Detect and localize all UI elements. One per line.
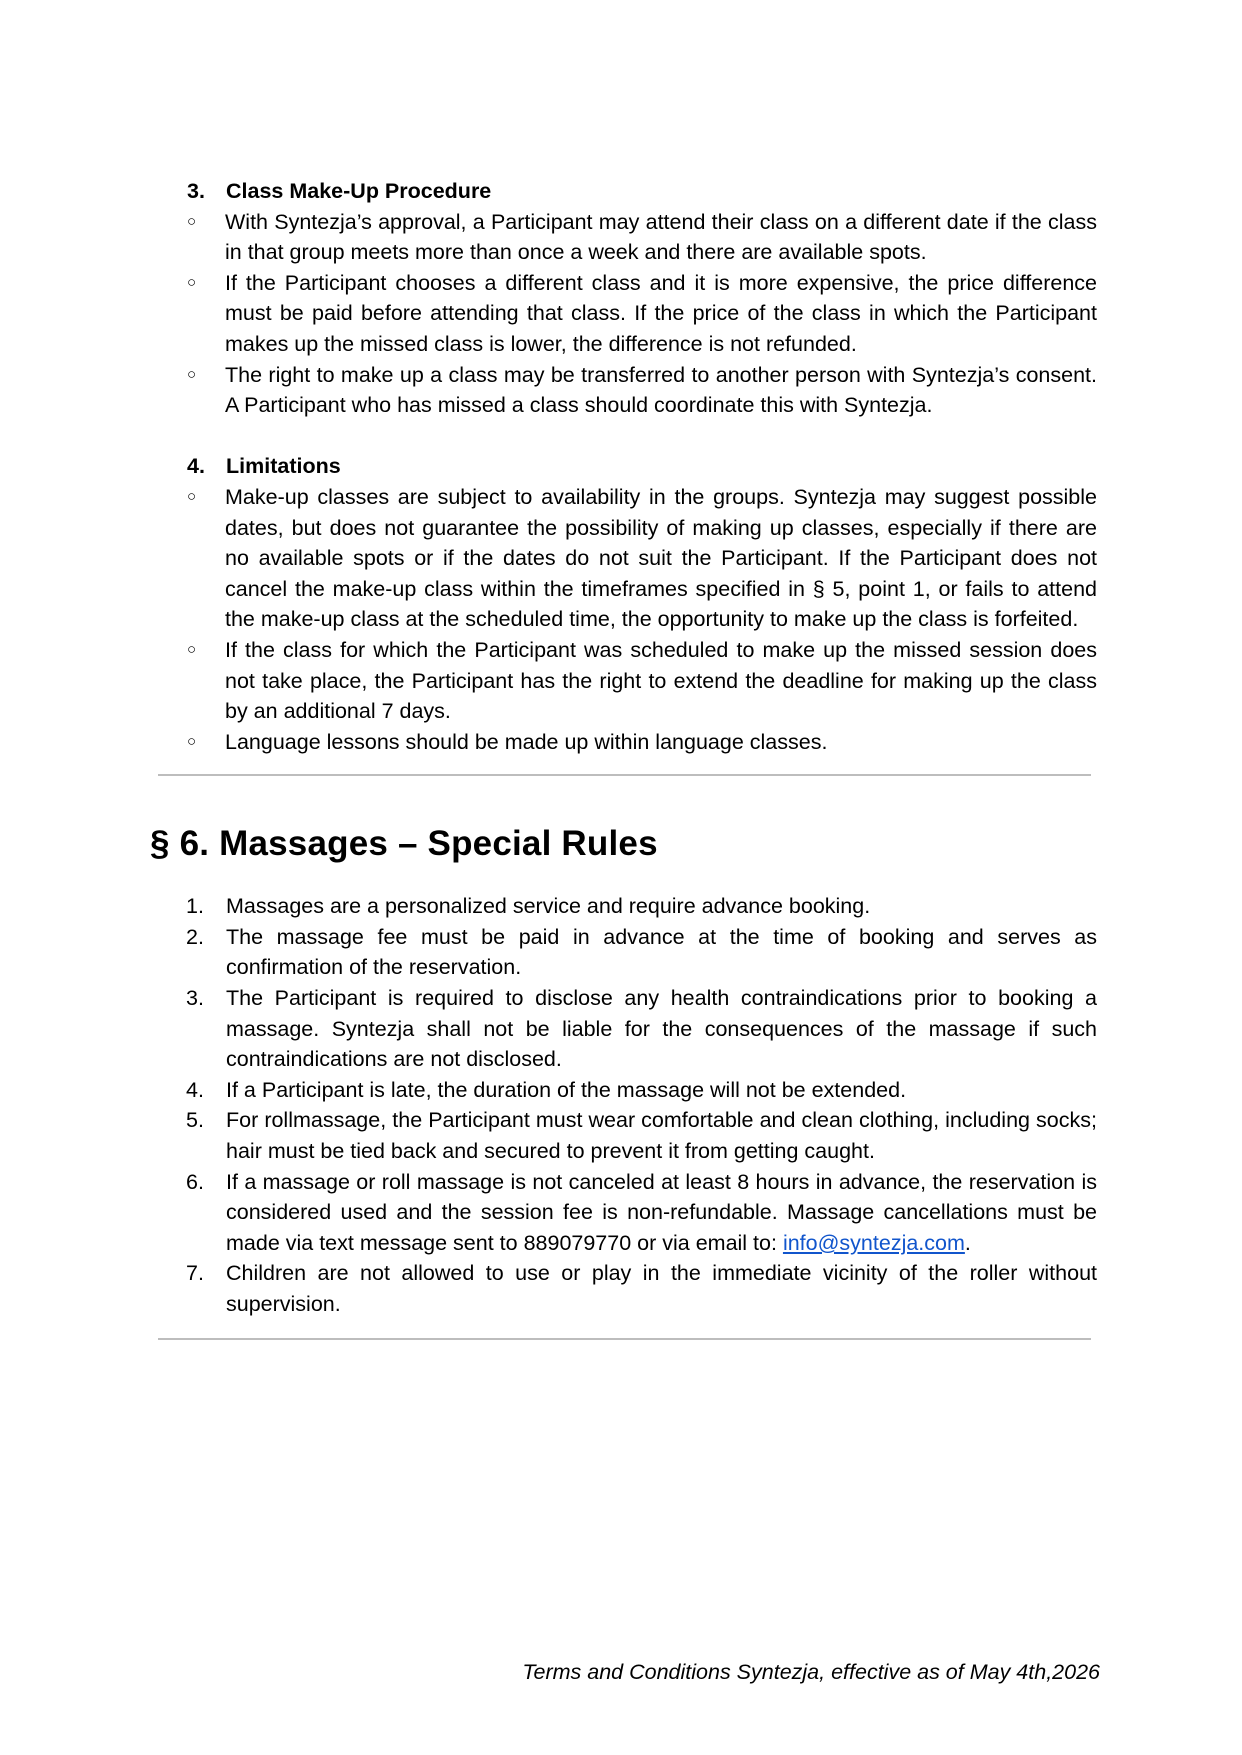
bullet-circle-icon: ○ [187,487,197,505]
email-link[interactable]: info@syntezja.com [782,1230,965,1255]
bullet-circle-icon: ○ [187,732,197,750]
list-item [150,268,1097,360]
list-item-text: If a Participant is late, the duration of the massage will not be extended. [226,1077,907,1102]
list-item-text-end: . [964,1230,971,1255]
bullet-circle-icon: ○ [187,365,197,383]
list-item-text: Make-up classes are subject to availability in the groups. Syntezja may suggest possible dates, but does not guarantee the possibility of making up classes, especially if there are no available spots or if the dates do not suit the Participant. If the Participant does not cancel the make-up class within the timeframes specified in § 5, point 1, or fails to attend the make-up class at the scheduled time, the opportunity to make up the class is forfeited. [225,484,1097,632]
list-item [150,891,1097,922]
list-number: 6. [186,1169,204,1194]
list-item-text: With Syntezja’s approval, a Participant may attend their class on a different date if the class in that group meets more than once a week and there are available spots. [225,209,1097,265]
list-item [150,727,1097,758]
list-item-text: Children are not allowed to use or play in the immediate vicinity of the roller without supervision. [226,1261,1097,1316]
bullet-circle-icon: ○ [187,273,197,291]
section-title: Limitations [226,454,341,479]
list-item [150,360,1097,421]
document-content [150,176,1097,1340]
list-item [150,1167,1097,1259]
list-item-text: If the Participant chooses a different class and it is more expensive, the price difference must be paid before attending that class. If the price of the class in which the Participant makes up the missed class is lower, the difference is not refunded. [225,270,1097,356]
list-item [150,922,1097,983]
list-number: 2. [186,924,204,949]
page-footer: Terms and Conditions Syntezja, effective as of May 4th,2026 [522,1660,1100,1684]
list-item [150,482,1097,635]
list-item [150,635,1097,727]
section-number: 4. [187,454,205,479]
list-item [150,1105,1097,1166]
list-item-text: If a massage or roll massage is not canceled at least 8 hours in advance, the reservation is considered used and the session fee is non-refundable. Massage cancellations must be made via text message sent to 889079770 or via email to: [226,1169,1097,1255]
massages-heading: § 6. Massages – Special Rules [150,824,658,864]
list-item-text: The right to make up a class may be transferred to another person with Syntezja’s consent. A Participant who has missed a class should coordinate this with Syntezja. [225,362,1097,418]
list-item [150,1258,1097,1319]
list-item [150,983,1097,1075]
list-item-text: Massages are a personalized service and require advance booking. [226,894,871,919]
list-item-text: For rollmassage, the Participant must wear comfortable and clean clothing, including socks; hair must be tied back and secured to prevent it from getting caught. [226,1108,1097,1164]
list-number: 7. [186,1261,204,1286]
list-number: 4. [186,1077,204,1102]
bullet-circle-icon: ○ [187,212,197,230]
limitations-bullet-list [150,482,1097,757]
horizontal-divider [158,1338,1091,1340]
section-limitations [150,451,1097,482]
list-number: 1. [186,894,204,919]
list-number: 5. [186,1108,204,1133]
list-number: 3. [186,986,204,1011]
horizontal-divider [158,774,1091,776]
bullet-circle-icon: ○ [187,640,197,658]
section-title: Class Make-Up Procedure [226,179,492,203]
list-item-text: The Participant is required to disclose any health contraindications prior to booking a massage. Syntezja shall not be liable for the consequences of the massage if such contraindications are not disclosed. [226,986,1097,1072]
list-item-text: Language lessons should be made up within language classes. [225,729,828,754]
section-class-make-up [150,176,1097,207]
section-number: 3. [187,179,205,203]
massages-numbered-list [150,891,1097,1319]
list-item-text: The massage fee must be paid in advance at the time of booking and serves as confirmation of the reservation. [226,924,1097,980]
make-up-bullet-list [150,207,1097,421]
list-item-text: If the class for which the Participant was scheduled to make up the missed session does not take place, the Participant has the right to extend the deadline for making up the class by an additional 7 days. [225,637,1097,724]
paragraph-gap [150,421,1097,452]
list-item [150,1075,1097,1106]
list-item [150,207,1097,268]
